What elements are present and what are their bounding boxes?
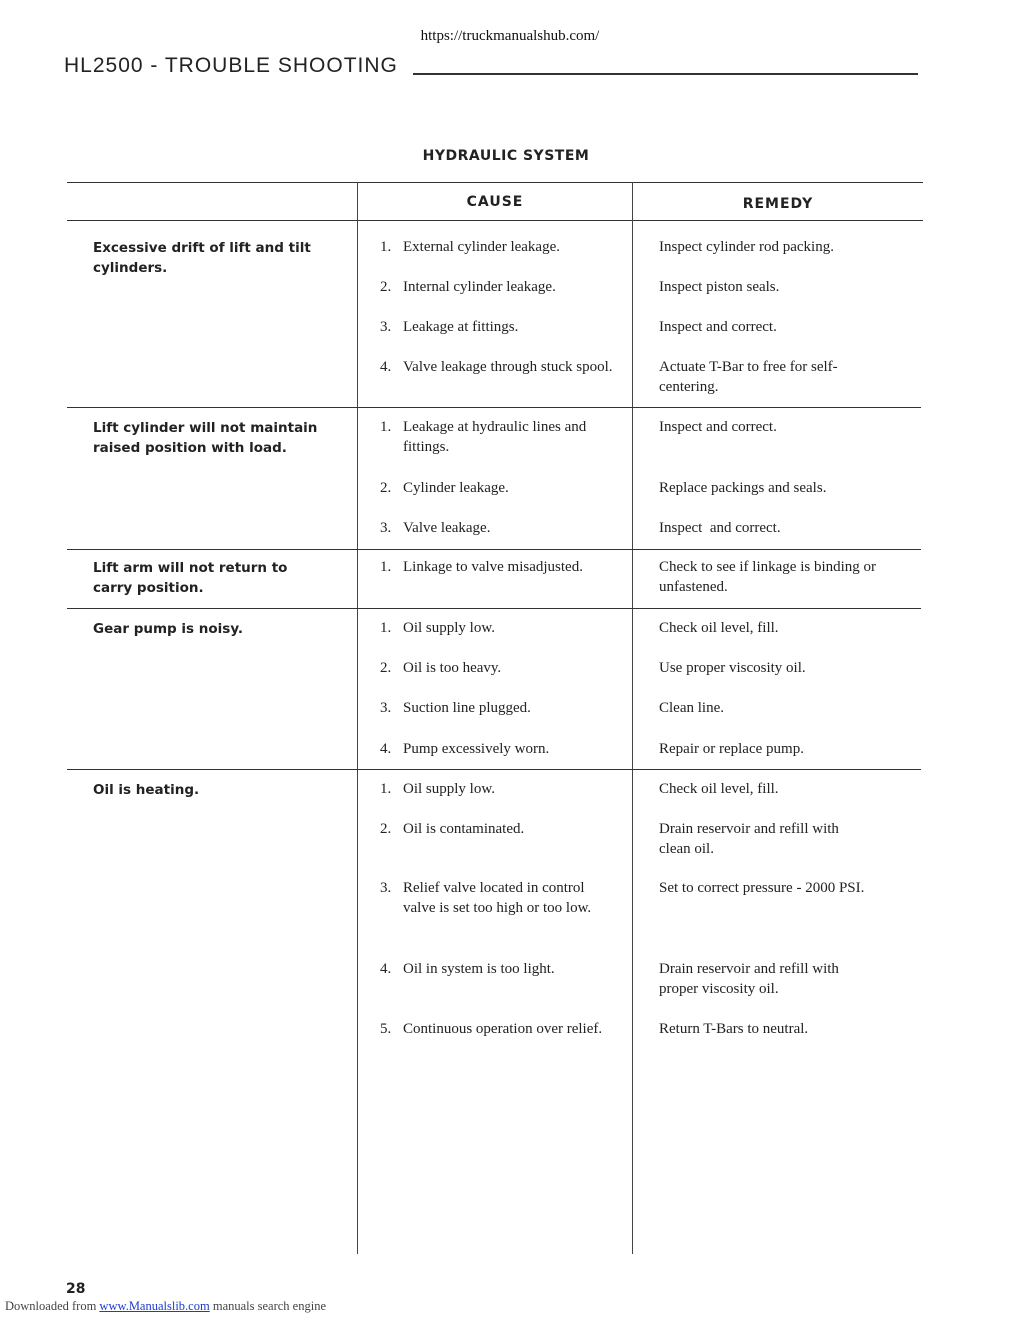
problem-label: Gear pump is noisy.: [93, 621, 244, 637]
cause-number: 1.: [380, 419, 392, 435]
remedy-text: Return T-Bars to neutral.: [659, 1021, 809, 1037]
remedy-column-header: REMEDY: [742, 196, 814, 212]
remedy-text: Check oil level, fill.: [659, 620, 779, 636]
remedy-text: Drain reservoir and refill with proper viscosity oil.: [659, 961, 839, 997]
cause-number: 4.: [380, 741, 392, 757]
cause-number: 3.: [380, 700, 392, 716]
remedy-text: Check oil level, fill.: [659, 781, 779, 797]
problem-label: Oil is heating.: [93, 782, 200, 798]
cause-number: 3.: [380, 319, 392, 335]
cause-text: Pump excessively worn.: [403, 741, 550, 757]
cause-number: 4.: [380, 359, 392, 375]
cause-text: Linkage to valve misadjusted.: [403, 559, 583, 575]
cause-text: Valve leakage through stuck spool.: [403, 359, 613, 375]
manualslib-link[interactable]: www.Manualslib.com: [99, 1299, 210, 1313]
cause-text: Internal cylinder leakage.: [403, 279, 556, 295]
remedy-text: Use proper viscosity oil.: [659, 660, 806, 676]
remedy-text: Replace packings and seals.: [659, 480, 827, 496]
footer-prefix: Downloaded from: [5, 1299, 100, 1313]
page-number: 28: [66, 1281, 86, 1297]
column-divider-cause: [357, 182, 358, 1254]
remedy-text: Repair or replace pump.: [659, 741, 804, 757]
cause-text: Leakage at hydraulic lines and fittings.: [403, 419, 587, 455]
cause-number: 1.: [380, 620, 392, 636]
cause-text: Oil is too heavy.: [403, 660, 502, 676]
source-url: https://truckmanualshub.com/: [420, 28, 600, 44]
group-separator: [67, 549, 921, 550]
remedy-text: Inspect cylinder rod packing.: [659, 239, 834, 255]
cause-number: 3.: [380, 880, 392, 896]
table-top-rule: [67, 182, 923, 183]
problem-label: Lift arm will not return to carry position.: [93, 560, 288, 596]
remedy-text: Actuate T-Bar to free for self-centering.: [659, 359, 838, 395]
remedy-text: Inspect piston seals.: [659, 279, 780, 295]
remedy-text: Drain reservoir and refill with clean oil.: [659, 821, 839, 857]
cause-text: Oil supply low.: [403, 620, 495, 636]
footer-suffix: manuals search engine: [209, 1299, 326, 1313]
cause-number: 1.: [380, 239, 392, 255]
cause-text: Cylinder leakage.: [403, 480, 509, 496]
cause-number: 2.: [380, 660, 392, 676]
cause-text: Suction line plugged.: [403, 700, 531, 716]
cause-number: 3.: [380, 520, 392, 536]
remedy-text: Check to see if linkage is binding or unfastened.: [659, 559, 877, 595]
remedy-text: Clean line.: [659, 700, 724, 716]
cause-column-header: CAUSE: [466, 194, 524, 210]
cause-number: 5.: [380, 1021, 392, 1037]
group-separator: [67, 608, 921, 609]
cause-number: 2.: [380, 279, 392, 295]
cause-text: Valve leakage.: [403, 520, 491, 536]
page-title: HL2500 - TROUBLE SHOOTING: [64, 54, 398, 77]
cause-number: 1.: [380, 781, 392, 797]
cause-text: Continuous operation over relief.: [403, 1021, 603, 1037]
cause-text: Relief valve located in control valve is set too high or too low.: [403, 880, 592, 916]
remedy-text: Set to correct pressure - 2000 PSI.: [659, 880, 865, 896]
cause-text: Leakage at fittings.: [403, 319, 519, 335]
cause-number: 2.: [380, 480, 392, 496]
remedy-text: Inspect and correct.: [659, 419, 777, 435]
remedy-text: Inspect and correct.: [659, 520, 781, 536]
cause-text: Oil is contaminated.: [403, 821, 525, 837]
group-separator: [67, 407, 921, 408]
cause-number: 1.: [380, 559, 392, 575]
column-divider-remedy: [632, 182, 633, 1254]
cause-text: External cylinder leakage.: [403, 239, 561, 255]
cause-text: Oil supply low.: [403, 781, 495, 797]
problem-label: Excessive drift of lift and tilt cylinders.: [93, 240, 311, 276]
remedy-text: Inspect and correct.: [659, 319, 777, 335]
section-title: HYDRAULIC SYSTEM: [422, 148, 590, 164]
title-rule: [413, 73, 918, 75]
download-footer: [5, 1299, 326, 1314]
problem-label: Lift cylinder will not maintain raised position with load.: [93, 420, 318, 456]
cause-text: Oil in system is too light.: [403, 961, 555, 977]
group-separator: [67, 769, 921, 770]
header-bottom-rule: [67, 220, 923, 221]
cause-number: 4.: [380, 961, 392, 977]
cause-number: 2.: [380, 821, 392, 837]
